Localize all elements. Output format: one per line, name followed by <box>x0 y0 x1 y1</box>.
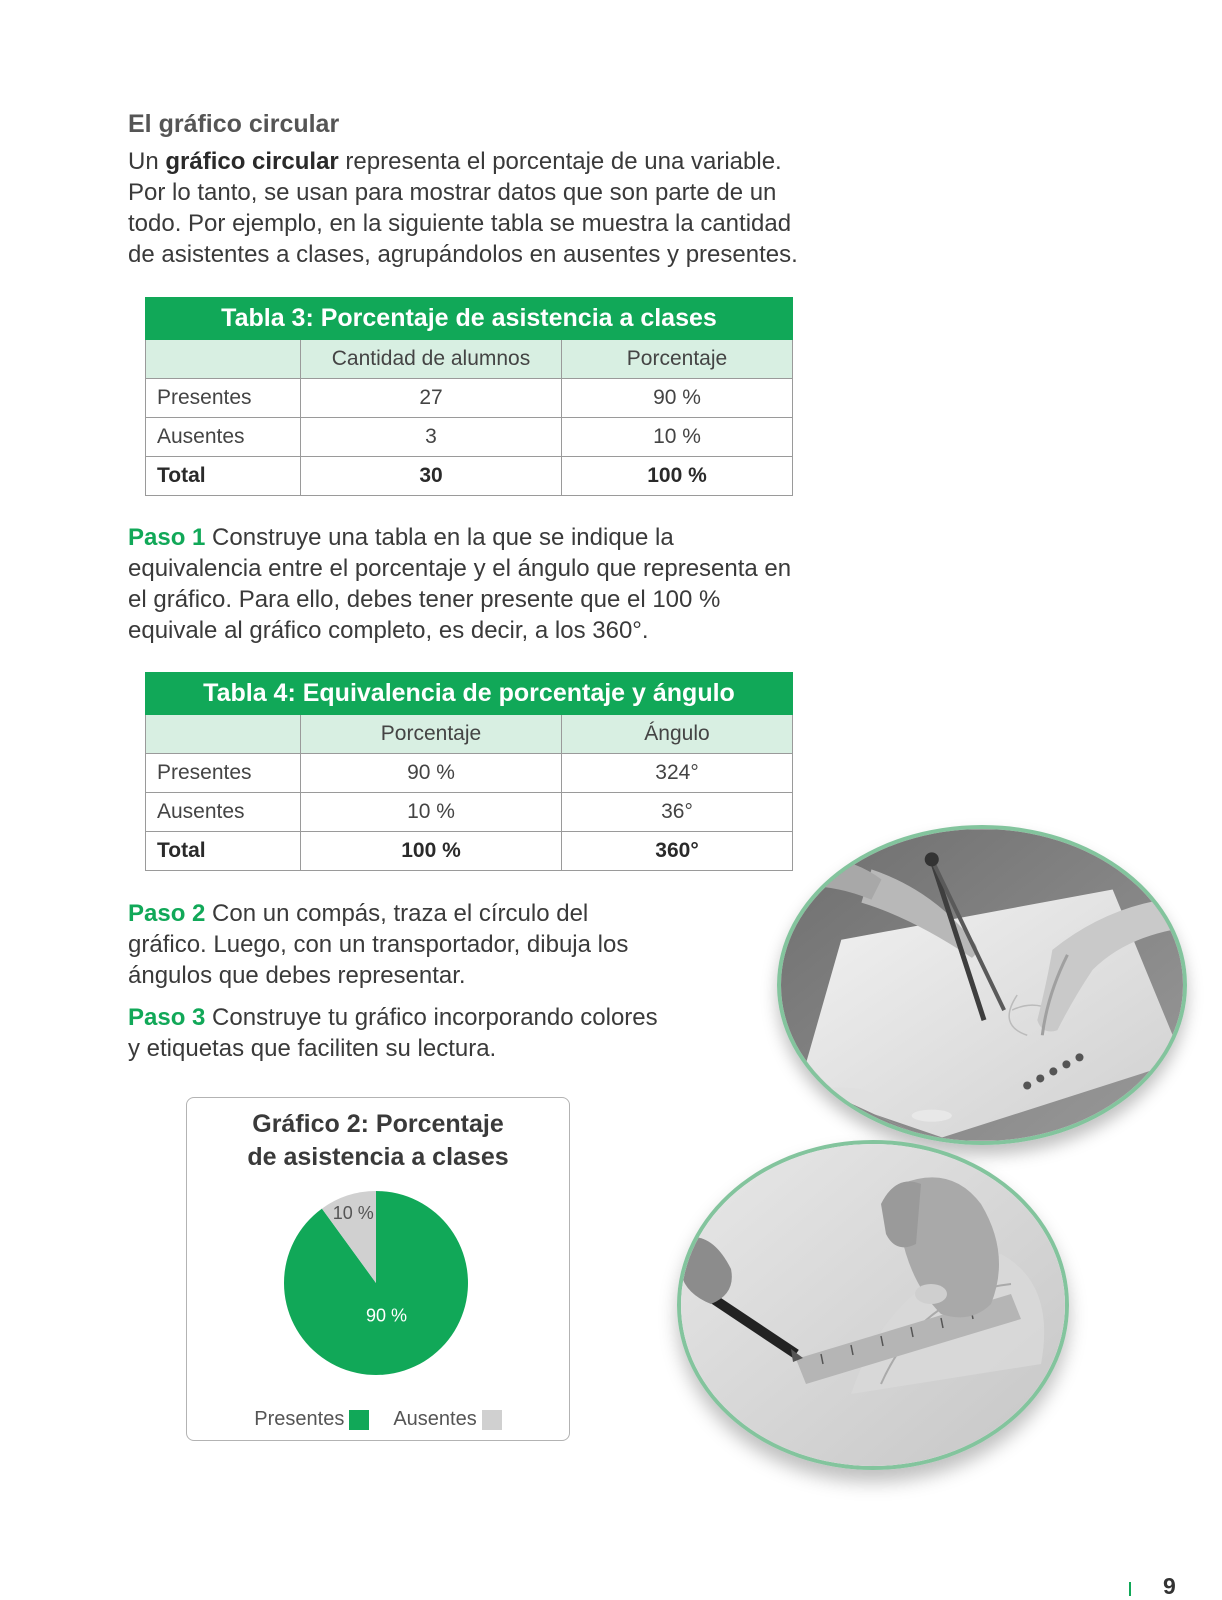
legend-swatch-presentes <box>349 1410 369 1430</box>
table-3-header-porcentaje: Porcentaje <box>562 340 793 379</box>
paso-3-paragraph <box>128 1002 673 1064</box>
table-cell: 324° <box>562 754 793 793</box>
chart-title <box>187 1108 569 1174</box>
table-cell: 27 <box>301 379 562 418</box>
table-cell: Presentes <box>146 379 301 418</box>
legend-item-presentes <box>254 1408 369 1431</box>
footer-divider <box>1129 1582 1131 1596</box>
paso-3-text: Construye tu gráfico incorporando colores y etiquetas que faciliten su lectura. <box>128 1004 658 1062</box>
table-row <box>146 793 793 832</box>
pie-chart-card <box>186 1097 570 1441</box>
table-4 <box>145 672 793 871</box>
table-4-title: Tabla 4: Equivalencia de porcentaje y ángulo <box>146 673 793 715</box>
table-4-header-porcentaje: Porcentaje <box>301 715 562 754</box>
protractor-drawing-photo <box>677 1140 1069 1470</box>
section-title: El gráfico circular <box>128 110 340 138</box>
page-number: 9 <box>1163 1573 1176 1599</box>
table-3 <box>145 297 793 496</box>
paso-1-paragraph <box>128 522 808 646</box>
intro-bold-term: gráfico circular <box>165 148 339 175</box>
compass-drawing-photo <box>777 825 1187 1145</box>
paso-1-text: Construye una tabla en la que se indique la equivalencia entre el porcentaje y el ángulo que representa en el gráfico. Para ello, debes tener presente que el 100 % equivale al gráfico completo, es decir, a los 360°. <box>128 524 792 644</box>
intro-paragraph <box>128 146 808 270</box>
protractor-photo-illustration <box>681 1144 1065 1466</box>
table-cell: 90 % <box>301 754 562 793</box>
table-4-header-angulo: Ángulo <box>562 715 793 754</box>
legend-label-ausentes: Ausentes <box>393 1408 477 1430</box>
pie-label-ausentes: 10 % <box>332 1203 374 1224</box>
table-3-header-cantidad: Cantidad de alumnos <box>301 340 562 379</box>
table-cell: 100 % <box>301 832 562 871</box>
pie-chart <box>283 1190 469 1376</box>
table-3-header-empty <box>146 340 301 379</box>
table-3-title: Tabla 3: Porcentaje de asistencia a clases <box>146 298 793 340</box>
table-row <box>146 379 793 418</box>
legend-item-ausentes <box>393 1408 501 1431</box>
paso-2-label: Paso 2 <box>128 900 206 927</box>
table-cell: 3 <box>301 418 562 457</box>
table-row-total <box>146 457 793 496</box>
paso-2-text: Con un compás, traza el círculo del gráfico. Luego, con un transportador, dibuja los ángulos que debes representar. <box>128 900 629 989</box>
table-cell: 36° <box>562 793 793 832</box>
table-row-total <box>146 832 793 871</box>
intro-text-rest: representa el porcentaje de una variable. Por lo tanto, se usan para mostrar datos que son parte de un todo. Por ejemplo, en la siguiente tabla se muestra la cantidad de asistentes a clases, agrupándolos en ausentes y presentes. <box>128 148 798 268</box>
chart-title-line-1: Gráfico 2: Porcentaje <box>252 1110 504 1138</box>
paso-3-label: Paso 3 <box>128 1004 206 1031</box>
legend-label-presentes: Presentes <box>254 1408 345 1430</box>
legend-swatch-ausentes <box>482 1410 502 1430</box>
table-cell: Presentes <box>146 754 301 793</box>
compass-photo-illustration <box>781 829 1183 1141</box>
paso-2-paragraph <box>128 898 673 991</box>
table-4-header-empty <box>146 715 301 754</box>
chart-title-line-2: de asistencia a clases <box>247 1143 509 1171</box>
table-cell: Ausentes <box>146 418 301 457</box>
table-cell: 100 % <box>562 457 793 496</box>
pie-label-presentes: 90 % <box>366 1305 408 1326</box>
intro-text-start: Un <box>128 148 166 175</box>
paso-1-label: Paso 1 <box>128 524 206 551</box>
table-cell: 30 <box>301 457 562 496</box>
table-cell: Ausentes <box>146 793 301 832</box>
table-row <box>146 418 793 457</box>
table-cell: 10 % <box>562 418 793 457</box>
table-cell: 90 % <box>562 379 793 418</box>
table-cell: 10 % <box>301 793 562 832</box>
chart-legend <box>187 1408 569 1431</box>
table-cell: Total <box>146 832 301 871</box>
table-cell: 360° <box>562 832 793 871</box>
table-row <box>146 754 793 793</box>
table-cell: Total <box>146 457 301 496</box>
